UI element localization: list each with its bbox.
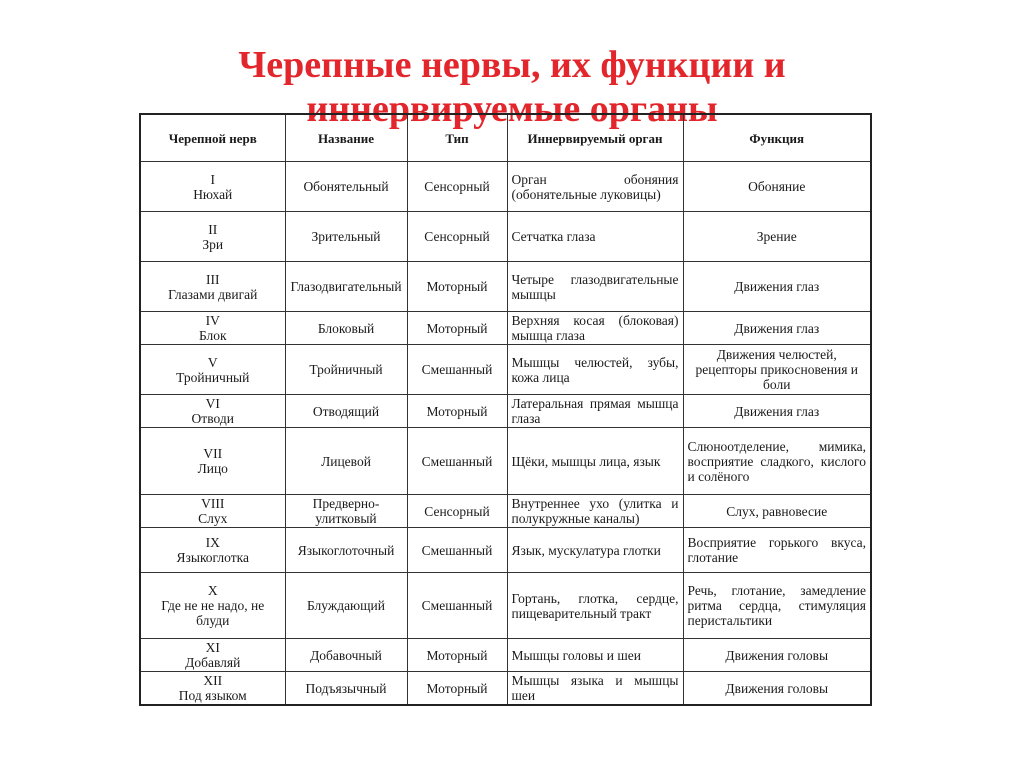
nerve-cell bbox=[140, 312, 285, 345]
header-name: Название bbox=[285, 114, 407, 162]
nerve-number: IX bbox=[205, 535, 220, 550]
function-cell: Слух, равновесие bbox=[683, 495, 871, 528]
table-row bbox=[140, 312, 871, 345]
organ-cell: Орган обоняния (обонятельные луковицы) bbox=[507, 162, 683, 212]
name-cell: Предверно-улитковый bbox=[285, 495, 407, 528]
type-cell: Смешанный bbox=[407, 428, 507, 495]
name-cell: Тройничный bbox=[285, 345, 407, 395]
nerve-mnemonic: Отводи bbox=[191, 411, 234, 426]
table-row bbox=[140, 345, 871, 395]
organ-cell: Мышцы языка и мышцы шеи bbox=[507, 672, 683, 706]
name-cell: Обонятельный bbox=[285, 162, 407, 212]
nerve-mnemonic: Глазами двигай bbox=[168, 286, 258, 302]
organ-cell: Латеральная прямая мышца глаза bbox=[507, 395, 683, 428]
name-cell: Отводящий bbox=[285, 395, 407, 428]
title-line-2: иннервируемые органы bbox=[306, 88, 718, 131]
organ-cell: Четыре глазодвигательные мышцы bbox=[507, 262, 683, 312]
nerve-cell bbox=[140, 573, 285, 639]
name-cell: Глазодвигательный bbox=[285, 262, 407, 312]
header-nerve: Черепной нерв bbox=[140, 114, 285, 162]
function-cell: Движения головы bbox=[683, 639, 871, 672]
nerve-cell bbox=[140, 528, 285, 573]
nerve-mnemonic: Зри bbox=[202, 236, 224, 252]
organ-cell: Внутреннее ухо (улитка и полукружные каналы) bbox=[507, 495, 683, 528]
header-type: Тип bbox=[407, 114, 507, 162]
organ-cell: Сетчатка глаза bbox=[507, 212, 683, 262]
type-cell: Смешанный bbox=[407, 573, 507, 639]
table-row bbox=[140, 262, 871, 312]
nerve-cell bbox=[140, 428, 285, 495]
nerve-cell bbox=[140, 345, 285, 395]
nerve-mnemonic: Слух bbox=[198, 511, 228, 526]
title-line-1: Черепные нервы, их функции и bbox=[238, 44, 786, 87]
type-cell: Моторный bbox=[407, 639, 507, 672]
organ-cell: Мышцы головы и шеи bbox=[507, 639, 683, 672]
type-cell: Моторный bbox=[407, 672, 507, 706]
function-cell: Восприятие горького вкуса, глотание bbox=[683, 528, 871, 573]
nerve-mnemonic: Блок bbox=[198, 328, 227, 343]
nerve-number: XI bbox=[205, 640, 220, 655]
organ-cell: Верхняя косая (блоковая) мышца глаза bbox=[507, 312, 683, 345]
nerve-number: XII bbox=[203, 673, 223, 688]
type-cell: Моторный bbox=[407, 395, 507, 428]
organ-cell: Щёки, мышцы лица, язык bbox=[507, 428, 683, 495]
function-cell: Движения глаз bbox=[683, 262, 871, 312]
nerve-cell bbox=[140, 395, 285, 428]
nerve-cell bbox=[140, 162, 285, 212]
table-row bbox=[140, 528, 871, 573]
nerve-number: VIII bbox=[201, 496, 225, 511]
type-cell: Сенсорный bbox=[407, 162, 507, 212]
nerve-number: VI bbox=[205, 396, 220, 411]
name-cell: Языкоглоточный bbox=[285, 528, 407, 573]
function-cell: Обоняние bbox=[683, 162, 871, 212]
cranial-nerves-table bbox=[139, 113, 872, 706]
header-organ: Иннервируемый орган bbox=[507, 114, 683, 162]
organ-cell: Мышцы челюстей, зубы, кожа лица bbox=[507, 345, 683, 395]
nerve-cell bbox=[140, 495, 285, 528]
function-cell: Движения глаз bbox=[683, 395, 871, 428]
table-row bbox=[140, 212, 871, 262]
nerve-number: IV bbox=[205, 313, 220, 328]
nerve-number: III bbox=[206, 271, 220, 287]
nerve-cell bbox=[140, 639, 285, 672]
name-cell: Подъязычный bbox=[285, 672, 407, 706]
nerve-mnemonic: Нюхай bbox=[193, 186, 233, 202]
nerve-number: II bbox=[208, 221, 218, 237]
function-cell: Речь, глотание, замедление ритма сердца, стимуляция перистальтики bbox=[683, 573, 871, 639]
table-row bbox=[140, 395, 871, 428]
type-cell: Моторный bbox=[407, 262, 507, 312]
nerve-mnemonic: Лицо bbox=[197, 461, 228, 476]
table-row bbox=[140, 573, 871, 639]
nerve-mnemonic: Языкоглотка bbox=[176, 550, 249, 565]
nerve-number: X bbox=[207, 583, 218, 598]
nerve-cell bbox=[140, 212, 285, 262]
function-cell: Зрение bbox=[683, 212, 871, 262]
type-cell: Сенсорный bbox=[407, 495, 507, 528]
table-row bbox=[140, 495, 871, 528]
table-row bbox=[140, 672, 871, 706]
organ-cell: Язык, мускулатура глотки bbox=[507, 528, 683, 573]
nerve-number: I bbox=[210, 171, 215, 187]
nerve-number: V bbox=[207, 354, 218, 370]
table-row bbox=[140, 428, 871, 495]
table-row bbox=[140, 639, 871, 672]
nerve-mnemonic: Добавляй bbox=[185, 655, 241, 670]
type-cell: Сенсорный bbox=[407, 212, 507, 262]
function-cell: Движения челюстей, рецепторы прикосновения и боли bbox=[683, 345, 871, 395]
function-cell: Слюноотделение, мимика, восприятие сладкого, кислого и солёного bbox=[683, 428, 871, 495]
nerve-mnemonic: Где не не надо, не блуди bbox=[161, 598, 265, 628]
function-cell: Движения глаз bbox=[683, 312, 871, 345]
function-cell: Движения головы bbox=[683, 672, 871, 706]
header-function: Функция bbox=[683, 114, 871, 162]
table-row bbox=[140, 162, 871, 212]
nerve-number: VII bbox=[203, 446, 223, 461]
name-cell: Блоковый bbox=[285, 312, 407, 345]
organ-cell: Гортань, глотка, сердце, пищеварительный тракт bbox=[507, 573, 683, 639]
name-cell: Зрительный bbox=[285, 212, 407, 262]
name-cell: Лицевой bbox=[285, 428, 407, 495]
type-cell: Моторный bbox=[407, 312, 507, 345]
type-cell: Смешанный bbox=[407, 528, 507, 573]
nerve-mnemonic: Под языком bbox=[178, 688, 247, 703]
nerve-mnemonic: Тройничный bbox=[176, 369, 250, 385]
name-cell: Блуждающий bbox=[285, 573, 407, 639]
type-cell: Смешанный bbox=[407, 345, 507, 395]
nerve-cell bbox=[140, 262, 285, 312]
table-header-row bbox=[140, 114, 871, 162]
name-cell: Добавочный bbox=[285, 639, 407, 672]
nerve-cell bbox=[140, 672, 285, 706]
